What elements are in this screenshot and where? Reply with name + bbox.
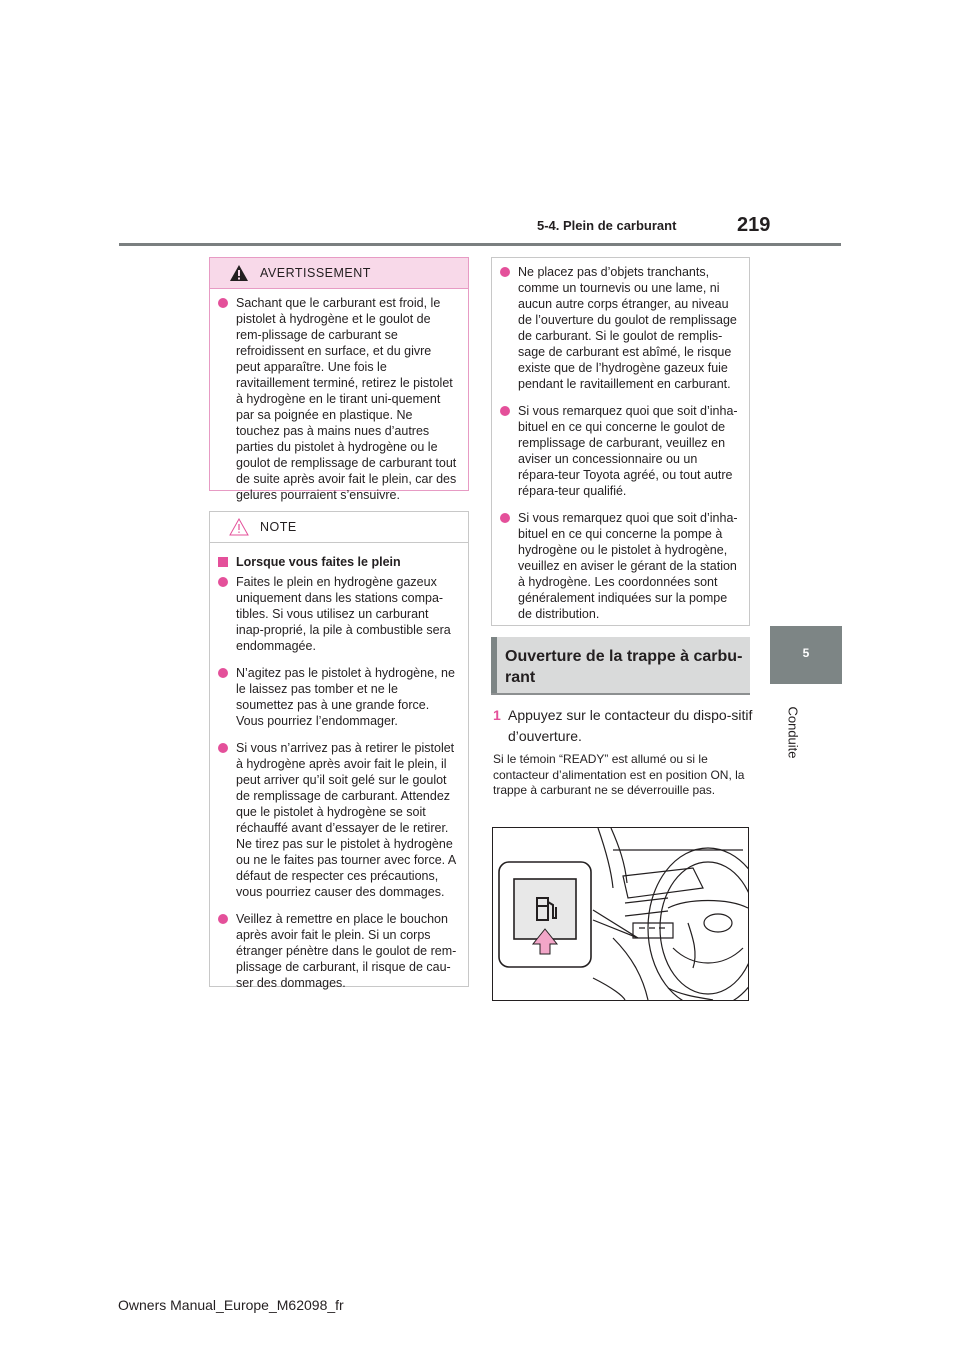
bullet-icon (218, 743, 228, 753)
bullet-icon (500, 513, 510, 523)
bullet-icon (218, 668, 228, 678)
warning-triangle-icon (229, 264, 249, 282)
chapter-tab (770, 626, 842, 684)
warning-item: Sachant que le carburant est froid, le pistolet à hydrogène et le goulot de rem-plissage de carburant se refroidissent en surface, et du givre peut apparaître. Une fois le ravitaillement terminé, retirez le pistolet à hydrogène en le tirant uni-quement par sa poignée en plastique. Ne touchez pas à mains nues d’autres parties du pistolet à hydrogène ou le goulot de remplissage de carburant tout de suite après avoir fait le plein, car des gelures pourraient s’ensuivre. (218, 295, 458, 503)
body-paragraph: Si le témoin “READY” est allumé ou si le contacteur d’alimentation est en position ON, la trappe à carburant ne se déverrouille pas. (493, 752, 745, 797)
warning-title: AVERTISSEMENT (260, 266, 371, 280)
note-item: N’agitez pas le pistolet à hydrogène, ne le laissez pas tomber et ne le soumettez pas à une grande force. Vous pourriez l’endommager. (218, 665, 458, 729)
chapter-label-text: Conduite (785, 706, 801, 759)
note-header (210, 512, 468, 543)
fuel-door-switch-illustration (493, 828, 748, 1000)
note-item: Faites le plein en hydrogène gazeux uniquement dans les stations compa-tibles. Si vous utilisez un carburant inap-proprié, la pile à combustible sera endommagée. (218, 574, 458, 654)
caution-triangle-icon (229, 518, 249, 536)
chapter-label (783, 690, 803, 780)
warning-header (210, 258, 468, 289)
header-rule (119, 243, 841, 246)
note-subheading: Lorsque vous faites le plein (218, 554, 458, 570)
note-item: Si vous n’arrivez pas à retirer le pistolet à hydrogène après avoir fait le plein, il peut arriver qu’il soit gelé sur le goulot de remplissage de carburant. Attendez que le pistolet à hydrogène se soit réchauffé avant d’essayer de le retirer. Ne tirez pas sur le pistolet à hydrogène ou ne le faites pas tourner avec force. A défaut de respecter ces précautions, vous pourriez causer des dommages. (218, 740, 458, 900)
footer-text: Owners Manual_Europe_M62098_fr (118, 1297, 344, 1313)
note-item: Veillez à remettre en place le bouchon après avoir fait le plein. Si un corps étranger pénètre dans le goulot de rem-plissage de carburant, il risque de cau-ser des dommages. (218, 911, 458, 991)
section-title: 5-4. Plein de carburant (537, 218, 677, 233)
square-bullet-icon (218, 557, 228, 567)
note-title: NOTE (260, 520, 297, 534)
note-item: Ne placez pas d’objets tranchants, comme un tournevis ou une lame, ni aucun autre corps étranger, au niveau de l’ouverture du goulot de remplissage de carburant. Si le goulot de remplis-sage de carburant est abîmé, le risque existe que de l’hydrogène gazeux fuie pendant le ravitaillement en carburant. (500, 264, 739, 392)
bullet-icon (500, 267, 510, 277)
note-item: Si vous remarquez quoi que soit d’inha-bituel en ce qui concerne le goulot de remplissage de carburant, veuillez en aviser un concessionnaire ou un répara-teur Toyota agréé, ou tout autre répara-teur qualifié. (500, 403, 739, 499)
dashboard-illustration (492, 827, 749, 1001)
note-box (209, 511, 469, 990)
section-heading-bar (491, 637, 497, 693)
note-continued-box (491, 257, 750, 626)
step-text: Appuyez sur le contacteur du dispo-sitif d’ouverture. (508, 707, 753, 744)
bullet-icon (218, 914, 228, 924)
page-number: 219 (737, 214, 771, 236)
step-number: 1 (493, 707, 501, 723)
note-item: Si vous remarquez quoi que soit d’inha-bituel en ce qui concerne la pompe à hydrogène ou le pistolet à hydrogène, veuillez en aviser le gérant de la station à hydrogène. Les coordonnées sont généralement indiquées sur la pompe de distribution. (500, 510, 739, 622)
warning-box (209, 257, 469, 502)
chapter-number: 5 (802, 646, 810, 660)
bullet-icon (218, 577, 228, 587)
bullet-icon (500, 406, 510, 416)
section-heading-text: Ouverture de la trappe à carbu-rant (505, 648, 743, 686)
step-1 (493, 705, 753, 747)
section-heading (491, 637, 750, 695)
bullet-icon (218, 298, 228, 308)
